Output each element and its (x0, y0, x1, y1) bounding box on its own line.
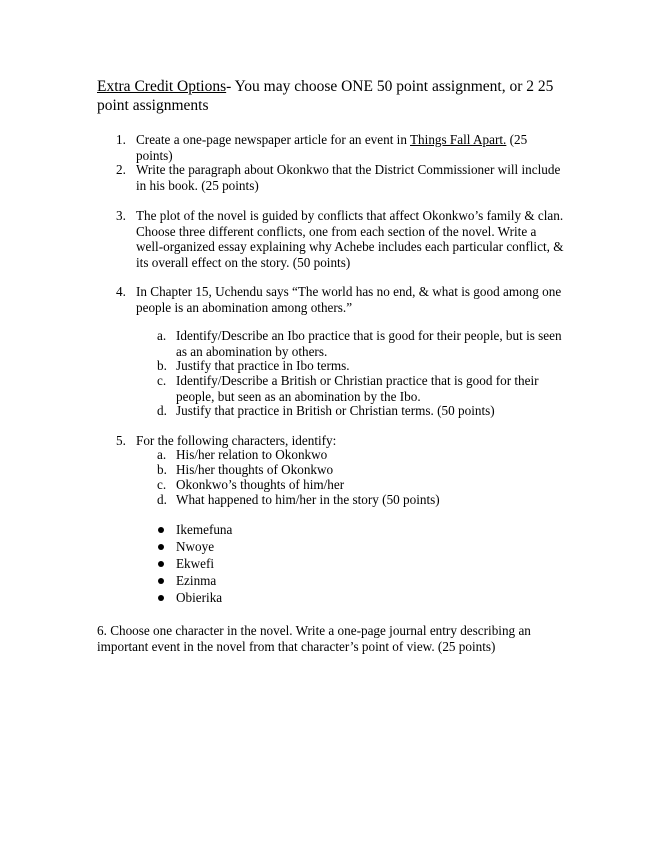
bullet-icon (158, 561, 164, 567)
character-ikemefuna: Ikemefuna (176, 522, 233, 537)
item-5d-letter: d. (157, 492, 167, 507)
item-5a-text: His/her relation to Okonkwo (176, 447, 328, 462)
item-3-text: The plot of the novel is guided by conflicts that affect Okonkwo’s family & clan. Choose three different conflicts, one from each section of the novel. Write a well-organized essay explaining why Achebe includes each particular conflict, & its overall effect on the story. (50 points) (136, 208, 564, 270)
character-obierika: Obierika (176, 590, 223, 605)
bullet-icon (158, 578, 164, 584)
item-4a-text: Identify/Describe an Ibo practice that is good for their people, but is seen as an abomination by others. (176, 328, 562, 359)
item-5b-text: His/her thoughts of Okonkwo (176, 462, 334, 477)
item-5-number: 5. (116, 433, 126, 448)
item-4b-text: Justify that practice in Ibo terms. (176, 358, 350, 373)
item-1-post: (25 points) (136, 132, 528, 163)
bullet-icon (158, 595, 164, 601)
bullet-icon (158, 527, 164, 533)
character-nwoye: Nwoye (176, 539, 215, 554)
page-heading (97, 77, 577, 115)
bullet-icon (158, 544, 164, 550)
item-2-number: 2. (116, 162, 126, 177)
item-4b-letter: b. (157, 358, 167, 373)
item-4c-text: Identify/Describe a British or Christian practice that is good for their people, but seen as an abomination by the Ibo. (176, 373, 539, 404)
item-5a-letter: a. (157, 447, 167, 462)
heading-instructions: - You may choose ONE 50 point assignment, or 2 25 point assignments (97, 78, 554, 114)
item-1-text (136, 132, 566, 163)
heading-title: Extra Credit Options (97, 78, 227, 95)
item-4d-text: Justify that practice in British or Christian terms. (50 points) (176, 403, 495, 418)
item-1-pre: Create a one-page newspaper article for an event in (136, 132, 410, 147)
item-2-text: Write the paragraph about Okonkwo that the District Commissioner will include in his book. (25 points) (136, 162, 561, 193)
item-4d-letter: d. (157, 403, 167, 418)
item-4c-letter: c. (157, 373, 167, 388)
item-5-text: For the following characters, identify: (136, 433, 337, 448)
item-4-number: 4. (116, 284, 126, 299)
item-3-number: 3. (116, 208, 126, 223)
character-ekwefi: Ekwefi (176, 556, 215, 571)
item-5b-letter: b. (157, 462, 167, 477)
item-1-number: 1. (116, 132, 126, 147)
item-4a-letter: a. (157, 328, 167, 343)
item-4-text: In Chapter 15, Uchendu says “The world has no end, & what is good among one people is an abomination among others.” (136, 284, 562, 315)
item-6-text: 6. Choose one character in the novel. Write a one-page journal entry describing an important event in the novel from that character’s point of view. (25 points) (97, 623, 531, 654)
item-5d-text: What happened to him/her in the story (50 points) (176, 492, 440, 507)
character-ezinma: Ezinma (176, 573, 217, 588)
item-5c-letter: c. (157, 477, 167, 492)
item-5c-text: Okonkwo’s thoughts of him/her (176, 477, 345, 492)
book-title: Things Fall Apart. (410, 132, 507, 147)
